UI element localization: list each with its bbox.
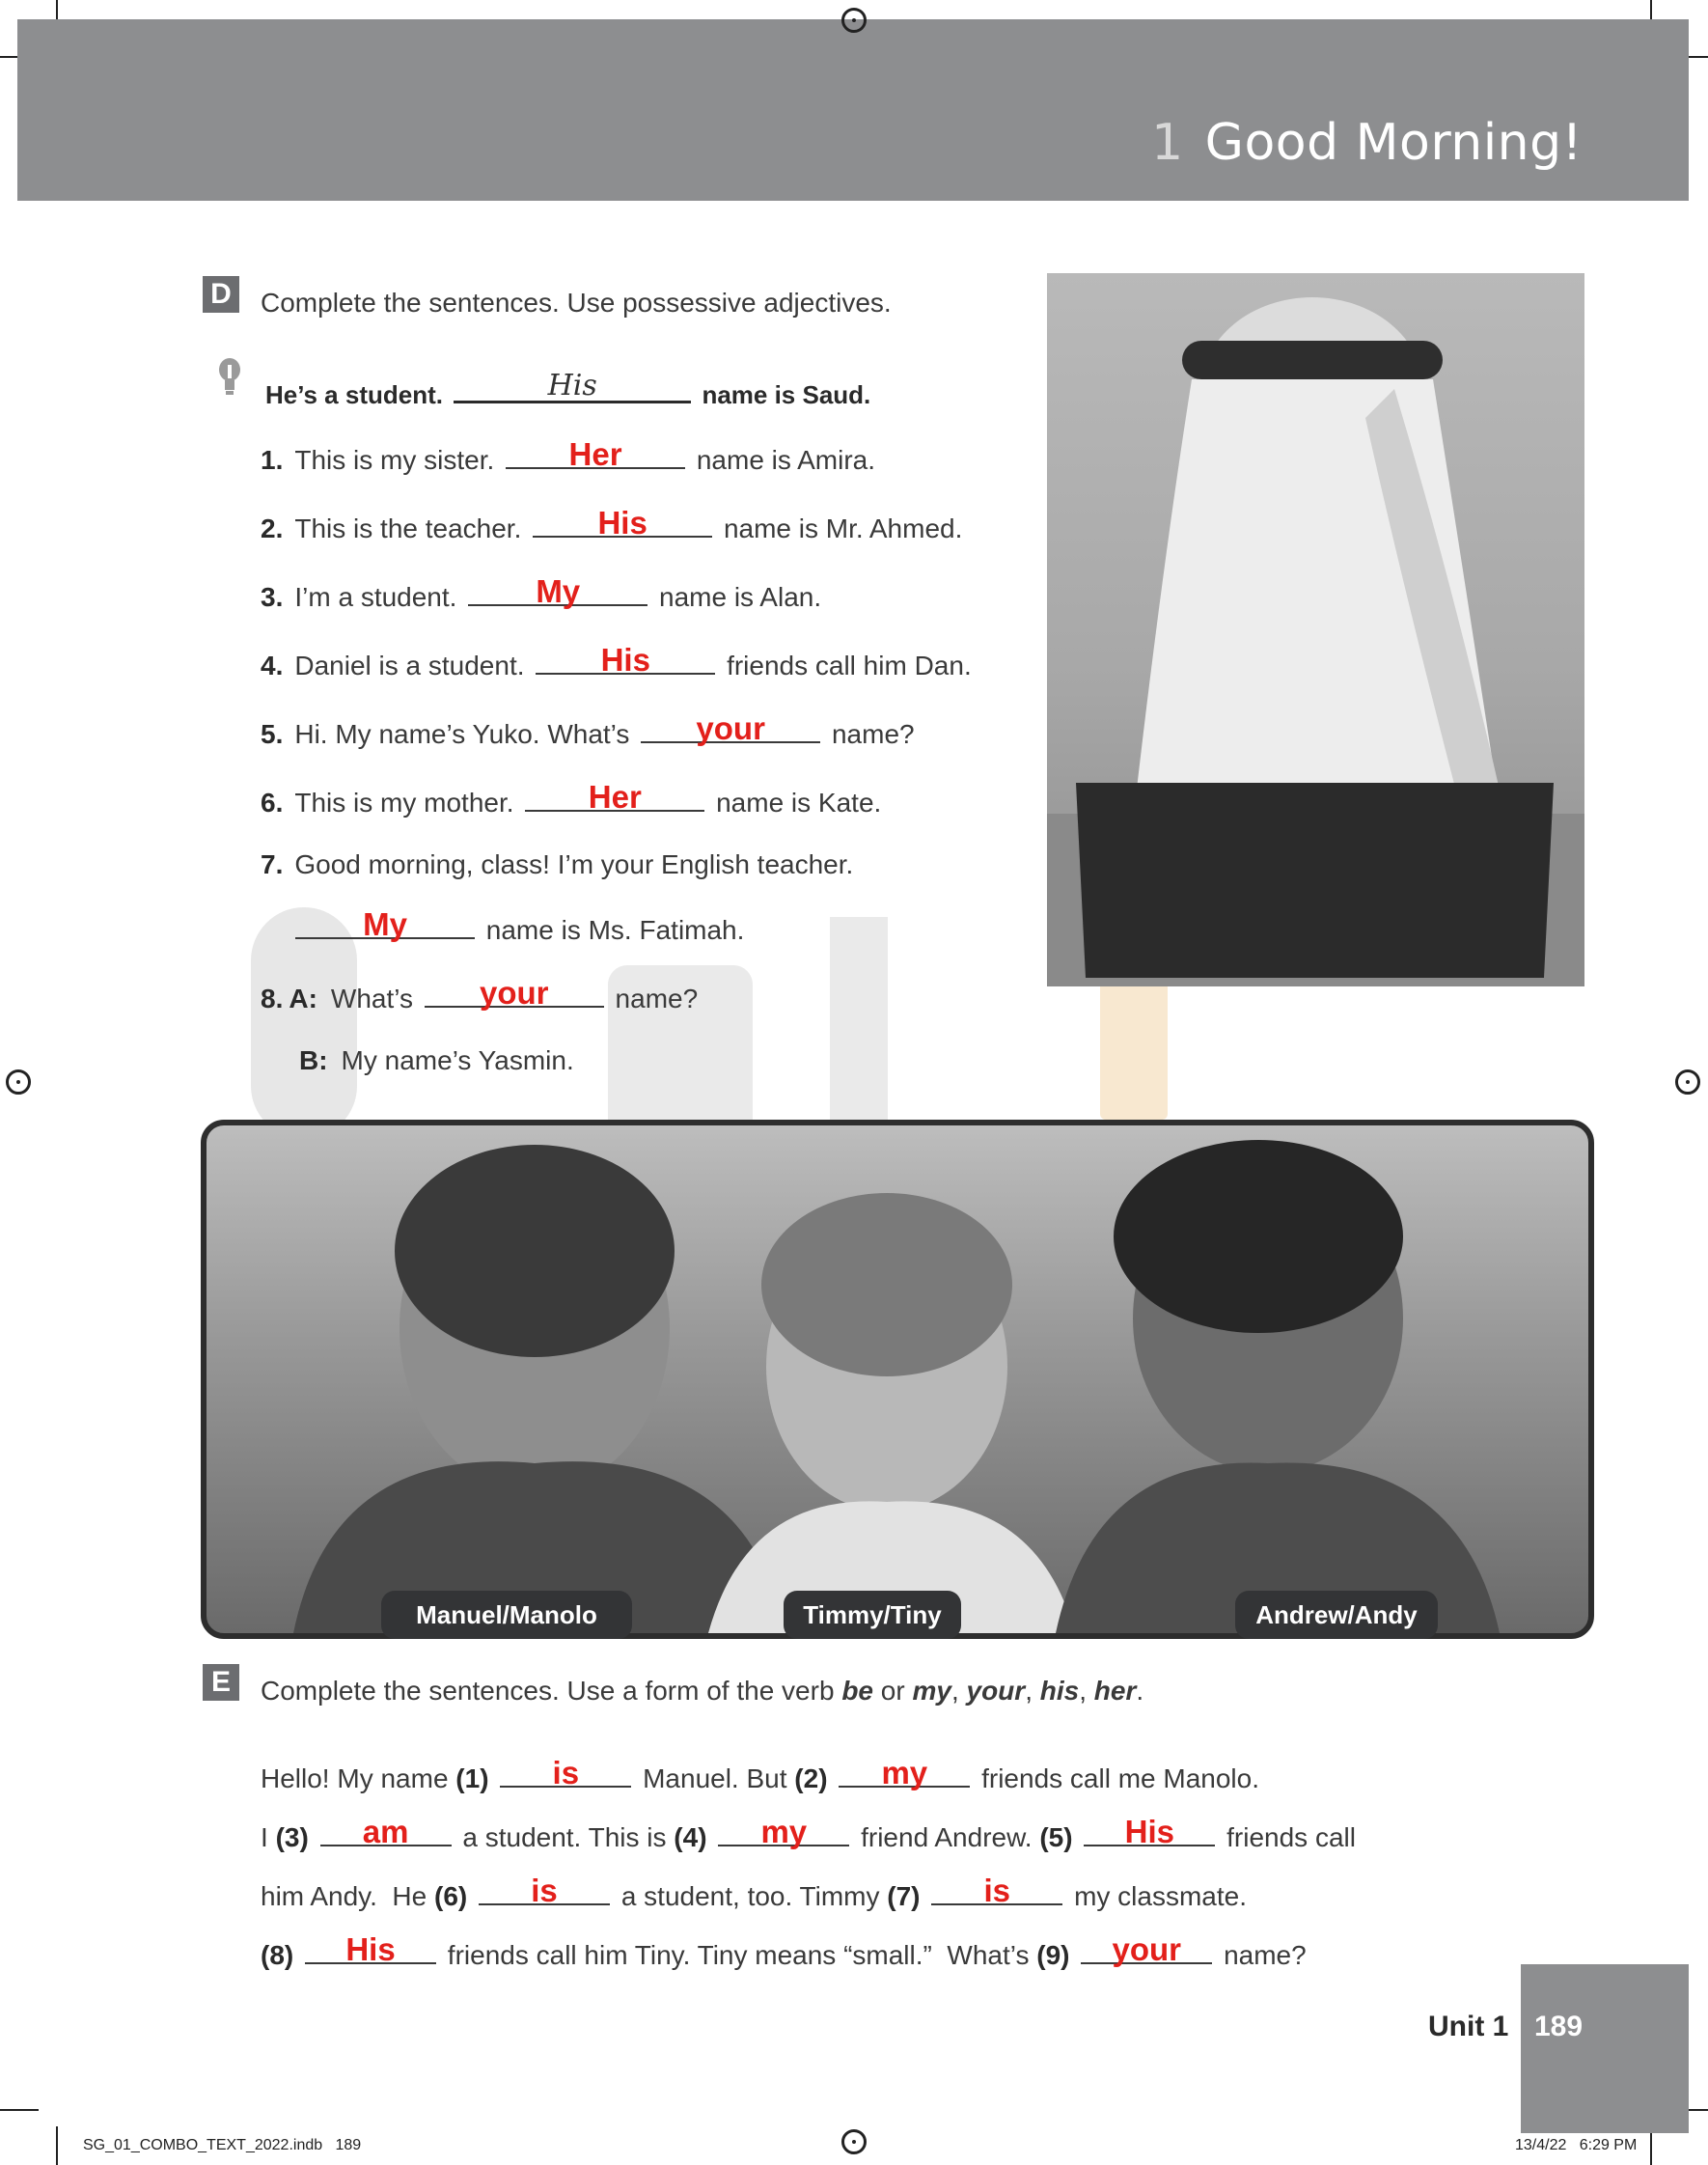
exercise-item-8b: B: My name’s Yasmin.: [299, 1045, 574, 1075]
answer-text: am: [362, 1814, 409, 1849]
answer-blank[interactable]: [931, 1873, 1062, 1908]
section-e-line-3: him Andy. He (6) is a student, too. Timmy (7) is my classmate.: [261, 1873, 1247, 1911]
answer-blank[interactable]: [718, 1814, 849, 1849]
answer-blank[interactable]: [500, 1757, 631, 1788]
answer-blank[interactable]: [479, 1873, 610, 1908]
exercise-item-7-line2: My name is Ms. Fatimah.: [295, 908, 744, 946]
answer-text: your: [480, 975, 549, 1011]
print-slug-left: SG_01_COMBO_TEXT_2022.indb 189: [83, 2137, 362, 2153]
name-tag-andrew: Andrew/Andy: [1235, 1591, 1438, 1639]
answer-text: Her: [568, 436, 622, 472]
crop-mark: [56, 2126, 58, 2165]
section-e-line-4: (8) His friends call him Tiny. Tiny means “small.” What’s (9) your name?: [261, 1931, 1307, 1970]
section-e-line-1: Hello! My name (1) is Manuel. But (2) my friends call me Manolo.: [261, 1755, 1259, 1793]
answer-blank[interactable]: [536, 642, 715, 678]
photo-three-boys: [201, 1120, 1594, 1639]
section-e-badge: E: [203, 1664, 239, 1701]
answer-blank[interactable]: [533, 505, 712, 541]
answer-text: is: [983, 1873, 1011, 1908]
answer-blank[interactable]: [839, 1757, 970, 1788]
example-before: He’s a student.: [265, 380, 443, 409]
name-tag-timmy: Timmy/Tiny: [784, 1591, 961, 1639]
answer-blank[interactable]: [320, 1814, 452, 1849]
answer-blank[interactable]: [525, 779, 704, 815]
answer-blank[interactable]: [506, 436, 685, 472]
exercise-item-8a: 8. A: What’s your name?: [261, 975, 699, 1013]
answer-blank[interactable]: [425, 975, 604, 1011]
answer-text: His: [1124, 1814, 1175, 1849]
page-number-box: [1521, 1964, 1689, 2133]
registration-mark-icon: [6, 1069, 31, 1095]
answer-text: His: [597, 505, 647, 541]
answer-blank[interactable]: [468, 573, 647, 609]
answer-blank[interactable]: [1081, 1931, 1212, 1967]
registration-mark-icon: [1675, 1069, 1700, 1095]
exercise-item-5: 5. Hi. My name’s Yuko. What’s your name?: [261, 710, 915, 749]
answer-blank[interactable]: [641, 710, 820, 746]
crop-mark: [0, 2109, 39, 2111]
unit-title-text: Good Morning!: [1204, 114, 1583, 172]
exercise-item-7: 7. Good morning, class! I’m your English teacher.: [261, 849, 854, 879]
registration-mark-icon: [841, 8, 867, 33]
unit-header-band: [17, 19, 1689, 201]
answer-blank[interactable]: [305, 1931, 436, 1967]
answer-text: My: [363, 906, 407, 942]
answer-text: His: [345, 1931, 396, 1967]
exercise-item-6: 6. This is my mother. Her name is Kate.: [261, 779, 882, 818]
section-e-line-2: I (3) am a student. This is (4) my friend Andrew. (5) His friends call: [261, 1814, 1356, 1852]
answer-text: Her: [588, 779, 642, 815]
print-slug-right: 13/4/22 6:29 PM: [1515, 2137, 1638, 2153]
answer-text: is: [552, 1755, 580, 1790]
section-d-badge: D: [203, 276, 239, 313]
section-e-instruction: Complete the sentences. Use a form of the verb be or my, your, his, her.: [261, 1676, 1144, 1706]
section-d-instruction: Complete the sentences. Use possessive adjectives.: [261, 288, 892, 318]
exercise-item-2: 2. This is the teacher. His name is Mr. Ahmed.: [261, 505, 963, 543]
unit-title: [1151, 114, 1583, 172]
example-answer: His: [547, 369, 597, 402]
photo-boy-with-laptop: [1047, 273, 1584, 986]
unit-label: Unit 1: [1428, 2011, 1509, 2042]
lightbulb-icon: [218, 357, 241, 396]
exercise-item-4: 4. Daniel is a student. His friends call him Dan.: [261, 642, 972, 680]
registration-mark-icon: [841, 2129, 867, 2154]
answer-text: your: [1112, 1931, 1182, 1967]
answer-text: your: [696, 710, 765, 746]
answer-text: my: [881, 1755, 928, 1790]
answer-text: my: [760, 1814, 808, 1849]
answer-blank[interactable]: [1084, 1814, 1215, 1849]
answer-text: is: [531, 1873, 558, 1908]
name-tag-manuel: Manuel/Manolo: [381, 1591, 632, 1639]
answer-text: My: [536, 573, 581, 609]
answer-text: His: [600, 642, 650, 678]
unit-number: 1: [1151, 114, 1184, 172]
example-sentence: [265, 369, 871, 410]
exercise-item-1: 1. This is my sister. Her name is Amira.: [261, 436, 876, 475]
example-after: name is Saud.: [702, 380, 871, 409]
example-blank: [454, 369, 691, 403]
answer-blank[interactable]: [295, 906, 475, 942]
page-number: 189: [1534, 2011, 1584, 2042]
exercise-item-3: 3. I’m a student. My name is Alan.: [261, 573, 822, 612]
